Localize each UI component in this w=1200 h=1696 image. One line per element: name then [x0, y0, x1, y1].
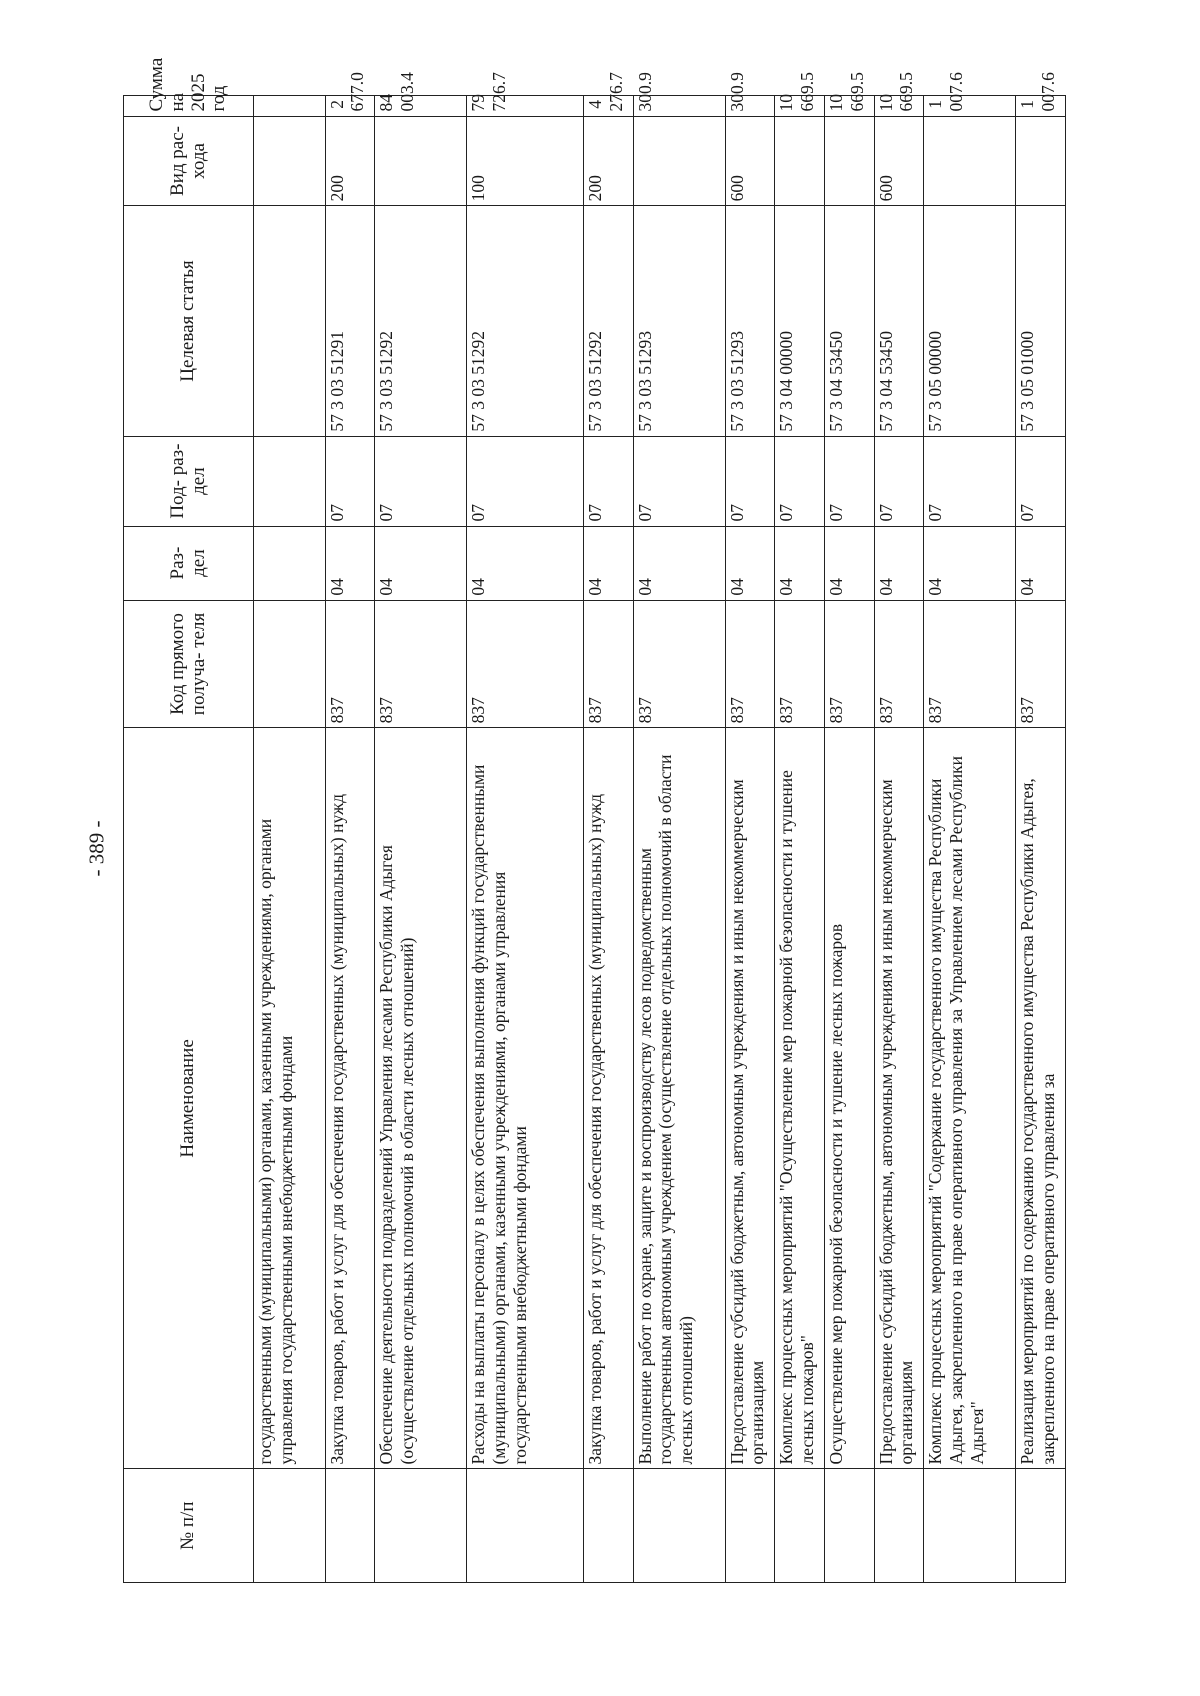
row-amount: 4 276.7	[584, 96, 634, 117]
row-name: Предоставление субсидий бюджетным, автономным учреждениям и иным некоммерческим организациям	[874, 728, 924, 1469]
header-subsection: Под- раз- дел	[124, 436, 254, 526]
table-row	[1016, 96, 1066, 1583]
row-num	[467, 1469, 584, 1583]
row-num	[1016, 1469, 1066, 1583]
page-number: - 389 -	[84, 820, 109, 876]
row-name: Закупка товаров, работ и услуг для обеспечения государственных (муниципальных) нужд	[325, 728, 375, 1469]
row-subsection: 07	[325, 436, 375, 526]
header-target: Целевая статья	[124, 206, 254, 436]
row-section: 04	[584, 526, 634, 600]
row-amount: 300.9	[725, 96, 775, 117]
row-subsection: 07	[467, 436, 584, 526]
row-name: Выполнение работ по охране, защите и воспроизводству лесов подведомственным государственным автономным учреждением (осуществление отдельных полномочий в области лесных отношений)	[633, 728, 725, 1469]
row-name: Предоставление субсидий бюджетным, автономным учреждениям и иным некоммерческим организациям	[725, 728, 775, 1469]
header-expense-type: Вид рас- хода	[124, 116, 254, 206]
row-subsection: 07	[633, 436, 725, 526]
row-target: 57 3 05 01000	[1016, 206, 1066, 436]
row-section: 04	[375, 526, 467, 600]
row-num	[584, 1469, 634, 1583]
row-section: 04	[467, 526, 584, 600]
row-expense-type: 600	[874, 116, 924, 206]
row-amount: 79 726.7	[467, 96, 584, 117]
row-section: 04	[874, 526, 924, 600]
row-code: 837	[775, 600, 825, 728]
row-section: 04	[924, 526, 1016, 600]
row-expense-type: 200	[584, 116, 634, 206]
table-row	[874, 96, 924, 1583]
row-code: 837	[824, 600, 874, 728]
row-num	[824, 1469, 874, 1583]
row-num	[254, 1469, 326, 1583]
row-amount: 10 669.5	[874, 96, 924, 117]
row-target: 57 3 03 51291	[325, 206, 375, 436]
row-amount: 1 007.6	[924, 96, 1016, 117]
rotated-table-container	[123, 57, 1066, 1583]
row-expense-type	[1016, 116, 1066, 206]
row-amount: 2 677.0	[325, 96, 375, 117]
row-target: 57 3 03 51293	[725, 206, 775, 436]
table-row	[325, 96, 375, 1583]
row-num	[725, 1469, 775, 1583]
row-expense-type	[254, 116, 326, 206]
row-name: Расходы на выплаты персоналу в целях обеспечения выполнения функций государственными (муниципальными) органами, казенными учреждениями, органами управления государственными внебюджетными фондами	[467, 728, 584, 1469]
row-subsection: 07	[924, 436, 1016, 526]
row-expense-type	[633, 116, 725, 206]
row-amount: 1 007.6	[1016, 96, 1066, 117]
row-target: 57 3 03 51293	[633, 206, 725, 436]
row-expense-type: 100	[467, 116, 584, 206]
row-target	[254, 206, 326, 436]
row-code	[254, 600, 326, 728]
header-num: № п/п	[124, 1469, 254, 1583]
row-amount: 10 669.5	[824, 96, 874, 117]
row-amount: 10 669.5	[775, 96, 825, 117]
table-row	[824, 96, 874, 1583]
row-expense-type: 600	[725, 116, 775, 206]
row-code: 837	[725, 600, 775, 728]
row-subsection: 07	[824, 436, 874, 526]
table-row	[254, 96, 326, 1583]
table-row	[375, 96, 467, 1583]
row-target: 57 3 03 51292	[467, 206, 584, 436]
row-target: 57 3 04 53450	[824, 206, 874, 436]
row-name: Осуществление мер пожарной безопасности и тушение лесных пожаров	[824, 728, 874, 1469]
header-amount: Сумма на 2025 год	[124, 96, 254, 117]
row-num	[633, 1469, 725, 1583]
table-body	[254, 72, 1066, 1583]
row-num	[375, 1469, 467, 1583]
table-row	[924, 96, 1016, 1583]
row-section: 04	[725, 526, 775, 600]
table-row	[725, 96, 775, 1583]
row-expense-type	[924, 116, 1016, 206]
row-subsection: 07	[775, 436, 825, 526]
row-amount: 84 003.4	[375, 96, 467, 117]
row-code: 837	[1016, 600, 1066, 728]
header-name: Наименование	[124, 728, 254, 1469]
row-amount: 300.9	[633, 96, 725, 117]
row-code: 837	[633, 600, 725, 728]
table-header-row	[124, 96, 254, 1583]
row-subsection: 07	[874, 436, 924, 526]
row-section: 04	[325, 526, 375, 600]
row-expense-type	[375, 116, 467, 206]
row-code: 837	[584, 600, 634, 728]
row-code: 837	[325, 600, 375, 728]
row-target: 57 3 04 00000	[775, 206, 825, 436]
table-row	[467, 96, 584, 1583]
row-section	[254, 526, 326, 600]
row-section: 04	[1016, 526, 1066, 600]
row-subsection: 07	[375, 436, 467, 526]
row-code: 837	[375, 600, 467, 728]
row-subsection: 07	[725, 436, 775, 526]
row-name: Закупка товаров, работ и услуг для обеспечения государственных (муниципальных) нужд	[584, 728, 634, 1469]
row-num	[924, 1469, 1016, 1583]
row-code: 837	[924, 600, 1016, 728]
row-expense-type	[824, 116, 874, 206]
budget-table	[123, 57, 1066, 1583]
row-code: 837	[467, 600, 584, 728]
header-code: Код прямого получа- теля	[124, 600, 254, 728]
header-section: Раз- дел	[124, 526, 254, 600]
row-target: 57 3 05 00000	[924, 206, 1016, 436]
row-target: 57 3 03 51292	[584, 206, 634, 436]
table-row	[633, 96, 725, 1583]
row-subsection: 07	[584, 436, 634, 526]
row-section: 04	[633, 526, 725, 600]
row-code: 837	[874, 600, 924, 728]
row-target: 57 3 03 51292	[375, 206, 467, 436]
table-row	[775, 96, 825, 1583]
table-row	[584, 96, 634, 1583]
row-amount	[254, 96, 326, 117]
row-section: 04	[775, 526, 825, 600]
row-num	[325, 1469, 375, 1583]
row-subsection: 07	[1016, 436, 1066, 526]
row-expense-type	[775, 116, 825, 206]
row-name: Комплекс процессных мероприятий "Содержание государственного имущества Республики Адыгея, закрепленного на праве оперативного управления за Управлением лесами Республики Адыгея"	[924, 728, 1016, 1469]
row-name: Обеспечение деятельности подразделений Управления лесами Республики Адыгея (осуществление отдельных полномочий в области лесных отношений)	[375, 728, 467, 1469]
row-subsection	[254, 436, 326, 526]
row-expense-type: 200	[325, 116, 375, 206]
row-name: государственными (муниципальными) органами, казенными учреждениями, органами управления государственными внебюджетными фондами	[254, 728, 326, 1469]
row-target: 57 3 04 53450	[874, 206, 924, 436]
row-name: Комплекс процессных мероприятий "Осуществление мер пожарной безопасности и тушение лесных пожаров"	[775, 728, 825, 1469]
row-num	[775, 1469, 825, 1583]
row-num	[874, 1469, 924, 1583]
row-section: 04	[824, 526, 874, 600]
row-name: Реализация мероприятий по содержанию государственного имущества Республики Адыгея, закрепленного на праве оперативного управления за	[1016, 728, 1066, 1469]
